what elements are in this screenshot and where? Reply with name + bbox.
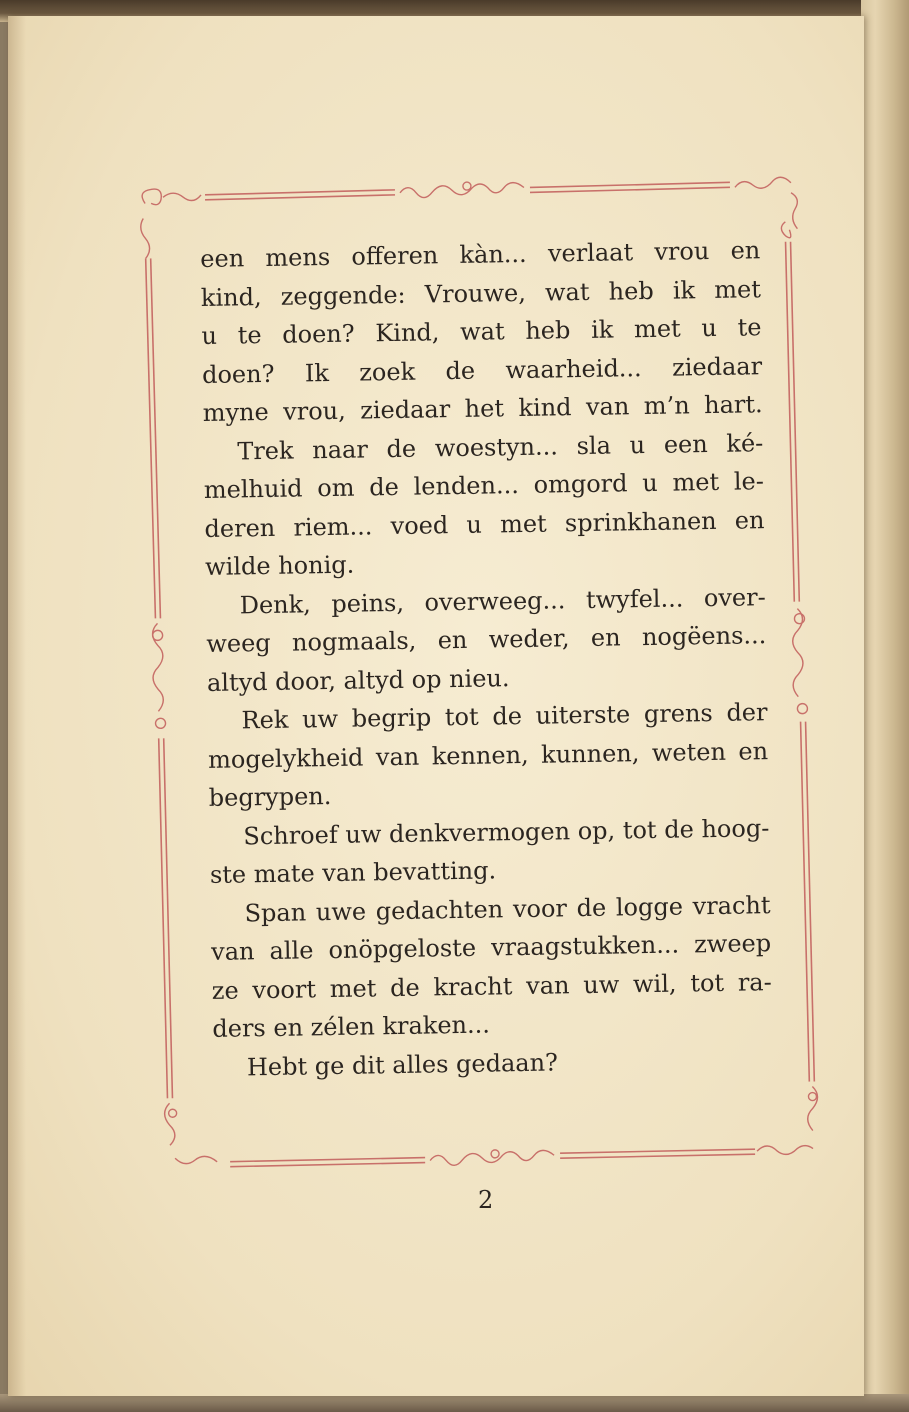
text-line: u te doen? Kind, wat heb ik met u te [201,313,762,350]
text-line: wilde honig. [204,550,355,581]
text-line: weeg nogmaals, en weder, en nogëens... [206,621,767,658]
body-text [200,231,773,1087]
paragraph [200,231,763,432]
paragraph [203,424,765,587]
text-line: begrypen. [208,782,332,812]
text-line: Denk, peins, overweeg... twyfel... over- [239,582,766,619]
text-line: van alle onöpgeloste vraagstukken... zweep [210,929,772,966]
text-line: altyd door, altyd op nieu. [206,663,510,697]
text-line: myne vrou, ziedaar het kind van m’n hart. [202,390,763,427]
paragraph [207,693,769,817]
paragraph [209,809,770,895]
text-line: een mens offeren kàn... verlaat vrou en [200,236,761,273]
text-line: doen? Ik zoek de waarheid... ziedaar [201,351,763,389]
text-line: Hebt ge dit alles gedaan? [246,1047,559,1081]
text-line: Span uwe gedachten voor de logge vracht [244,890,771,927]
paragraph [205,578,767,702]
text-line: Rek uw begrip tot de uiterste grens der [241,698,768,735]
text-line: ste mate van bevatting. [209,856,497,889]
text-line: ze voort met de kracht van uw wil, tot ra- [211,967,772,1005]
page-number: 2 [478,1186,494,1214]
text-line: Trek naar de woestyn... sla u een ké- [237,428,764,465]
text-line: Schroef uw denkvermogen op, tot de hoog- [243,813,770,850]
text-line: melhuid om de lenden... omgord u met le- [203,467,765,504]
text-line: mogelykheid van kennen, kunnen, weten en [207,736,769,774]
text-line: kind, zeggende: Vrouwe, wat heb ik met [200,274,762,312]
text-line: ders en zélen kraken... [212,1010,491,1043]
text-line: deren riem... voed u met sprinkhanen en [204,505,765,543]
paragraph [210,886,772,1049]
